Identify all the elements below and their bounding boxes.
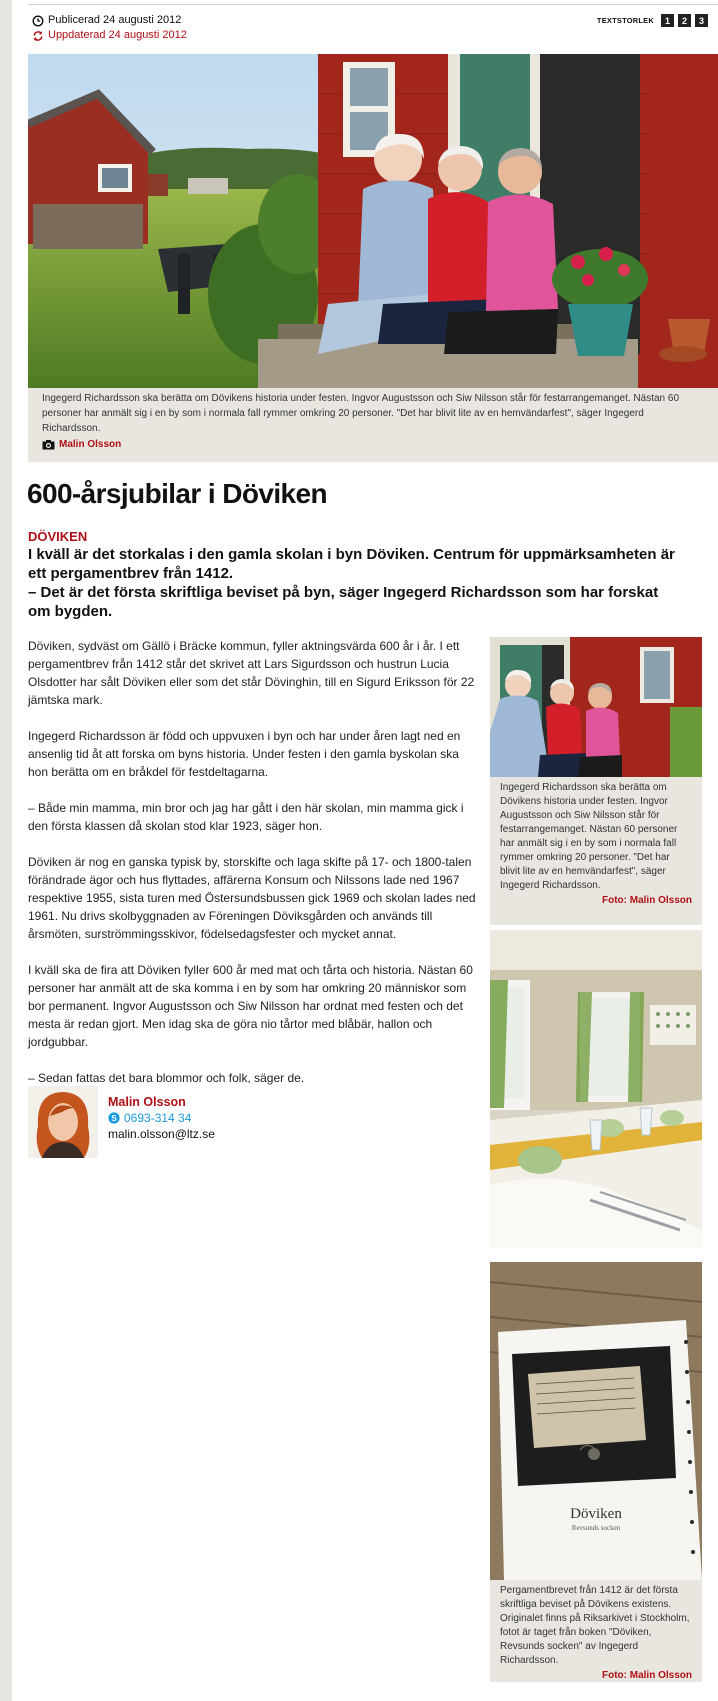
sidebar-image-3[interactable] xyxy=(490,1262,702,1580)
top-divider xyxy=(28,4,718,5)
clock-icon xyxy=(32,15,44,27)
updated-row xyxy=(32,28,187,43)
article-body xyxy=(28,637,476,1105)
article-meta xyxy=(32,13,187,43)
body-paragraph: Döviken, sydväst om Gällö i Bräcke kommun, fyller aktningsvärda 600 år i år. I ett pergamentbrev från 1412 står det skrivet att Lars Sigurdsson och hustrun Lucia Olsdotter har sålt Döviken eller som det står Dövinghin, till en Sigurd Eriksson för 22 jämtska mark. xyxy=(28,639,475,707)
article-page xyxy=(12,0,718,1701)
hero-photographer-name[interactable]: Malin Olsson xyxy=(59,439,122,450)
sidebar-image-1[interactable] xyxy=(490,637,702,777)
sidebar-photo-3 xyxy=(490,1262,702,1682)
sidebar-image-2[interactable] xyxy=(490,930,702,1248)
sidebar-caption-1-text: Ingegerd Richardsson ska berätta om Dövikens historia under festen. Ingvor Augustsson och Siw Nilsson står för festarrangemanget. Nästan 60 personer har anmält sig i en by som i normala fall rymmer omkring 20 personer. "Det har blivit lite av en hemvändarfest", säger Ingegerd Richardsson. xyxy=(500,782,678,891)
sidebar-photo-set-tables xyxy=(490,930,702,1248)
hero-caption xyxy=(28,388,718,462)
sidebar-caption-3 xyxy=(490,1580,702,1682)
hero-photo-credit xyxy=(28,437,718,452)
body-paragraph: – Både min mamma, min bror och jag har gått i den här skolan, min mamma gick i den första klassen då skolan stod klar 1923, säger hon. xyxy=(28,801,464,833)
author-phone-row xyxy=(108,1110,215,1126)
article-ingress xyxy=(28,545,678,621)
sidebar-photo-women-bench xyxy=(490,637,702,777)
sidebar-caption-3-text: Pergamentbrevet från 1412 är det första skriftliga beviset på Dövikens existens. Originalet finns på Riksarkivet i Stockholm, fotot är taget från boken "Döviken, Revsunds socken" av Ingegerd Richardsson. xyxy=(500,1585,690,1666)
sidebar-photo-book-cover xyxy=(490,1262,702,1580)
author-email[interactable]: malin.olsson@ltz.se xyxy=(108,1127,215,1141)
updated-date: Uppdaterad 24 augusti 2012 xyxy=(48,29,187,41)
author-avatar xyxy=(28,1086,98,1158)
text-size-3-button[interactable]: 3 xyxy=(695,14,708,27)
hero-image[interactable] xyxy=(28,54,718,388)
svg-text:S: S xyxy=(111,1114,117,1123)
sidebar-photo-1 xyxy=(490,637,702,925)
text-size-control xyxy=(597,14,708,27)
sidebar-caption-1-credit: Foto: Malin Olsson xyxy=(602,895,692,906)
book-title: Döviken xyxy=(570,1506,622,1522)
body-paragraph: I kväll ska de fira att Döviken fyller 600 år med mat och tårta och historia. Nästan 60 personer har anmält att de ska komma i en by som har omkring 20 människor som bor permanent. Ingvor Augustsson och Siw Nilsson har ordnat med festen och det mesta är redan gjort. Men idag ska de göra nio tårtor med blåbär, hallon och jordgubbar. xyxy=(28,963,473,1049)
hero-caption-text: Ingegerd Richardsson ska berätta om Dövikens historia under festen. Ingvor Augustsson och Siw Nilsson står för festarrangemanget. Nästan 60 personer har anmält sig i en by som i normala fall rymmer omkring 20 personer. "Det har blivit lite av en hemvändarfest", säger Ingegerd Richardsson. xyxy=(42,393,680,434)
refresh-icon xyxy=(32,30,44,42)
author-byline xyxy=(28,1086,476,1158)
author-info xyxy=(108,1094,215,1142)
text-size-label: TEXTSTORLEK xyxy=(596,16,654,25)
article-kicker: DÖVIKEN xyxy=(28,529,88,544)
ingress-line-2: – Det är det första skriftliga beviset på byn, säger Ingegerd Richardsson som har forskat om bygden. xyxy=(28,584,659,620)
text-size-2-button[interactable]: 2 xyxy=(678,14,691,27)
sidebar-photo-2 xyxy=(490,930,702,1248)
hero-photo-three-women xyxy=(28,54,718,388)
body-paragraph: Ingegerd Richardsson är född och uppvuxen i byn och har under åren lagt ned en ansenlig tid åt att forska om byns historia. Under festen i den gamla byskolan ska hon berätta om en bråkdel för festdeltagarna. xyxy=(28,729,461,779)
published-date: Publicerad 24 augusti 2012 xyxy=(48,14,182,26)
published-row xyxy=(32,13,187,28)
body-paragraph: – Sedan fattas det bara blommor och folk, säger de. xyxy=(28,1071,305,1085)
author-name[interactable]: Malin Olsson xyxy=(108,1095,186,1109)
book-subtitle: Revsunds socken xyxy=(571,1524,621,1532)
body-paragraph: Döviken är nog en ganska typisk by, storskifte och laga skifte på 17- och 1800-talen förändrade ägor och hus flyttades, affärerna Konsum och Nilssons lade ned 1967 respektive 1955, sista turen med Östersundsbussen gick 1969 och skolan lades ned 1961. Nu drivs skolbyggnaden av Föreningen Döviksgården och används till årsmöten, surströmmingsskivor, födelsedagsfester och mycket annat. xyxy=(28,855,476,941)
article-headline: 600-årsjubilar i Döviken xyxy=(27,478,327,509)
sidebar-caption-3-credit: Foto: Malin Olsson xyxy=(602,1670,692,1681)
skype-icon xyxy=(108,1112,120,1124)
ingress-line-1: I kväll är det storkalas i den gamla skolan i byn Döviken. Centrum för uppmärksamheten är ett pergamentbrev från 1412. xyxy=(28,546,675,582)
camera-icon xyxy=(42,440,55,450)
author-phone[interactable]: 0693-314 34 xyxy=(124,1111,192,1125)
text-size-1-button[interactable]: 1 xyxy=(661,14,674,27)
sidebar-caption-1 xyxy=(490,777,702,925)
